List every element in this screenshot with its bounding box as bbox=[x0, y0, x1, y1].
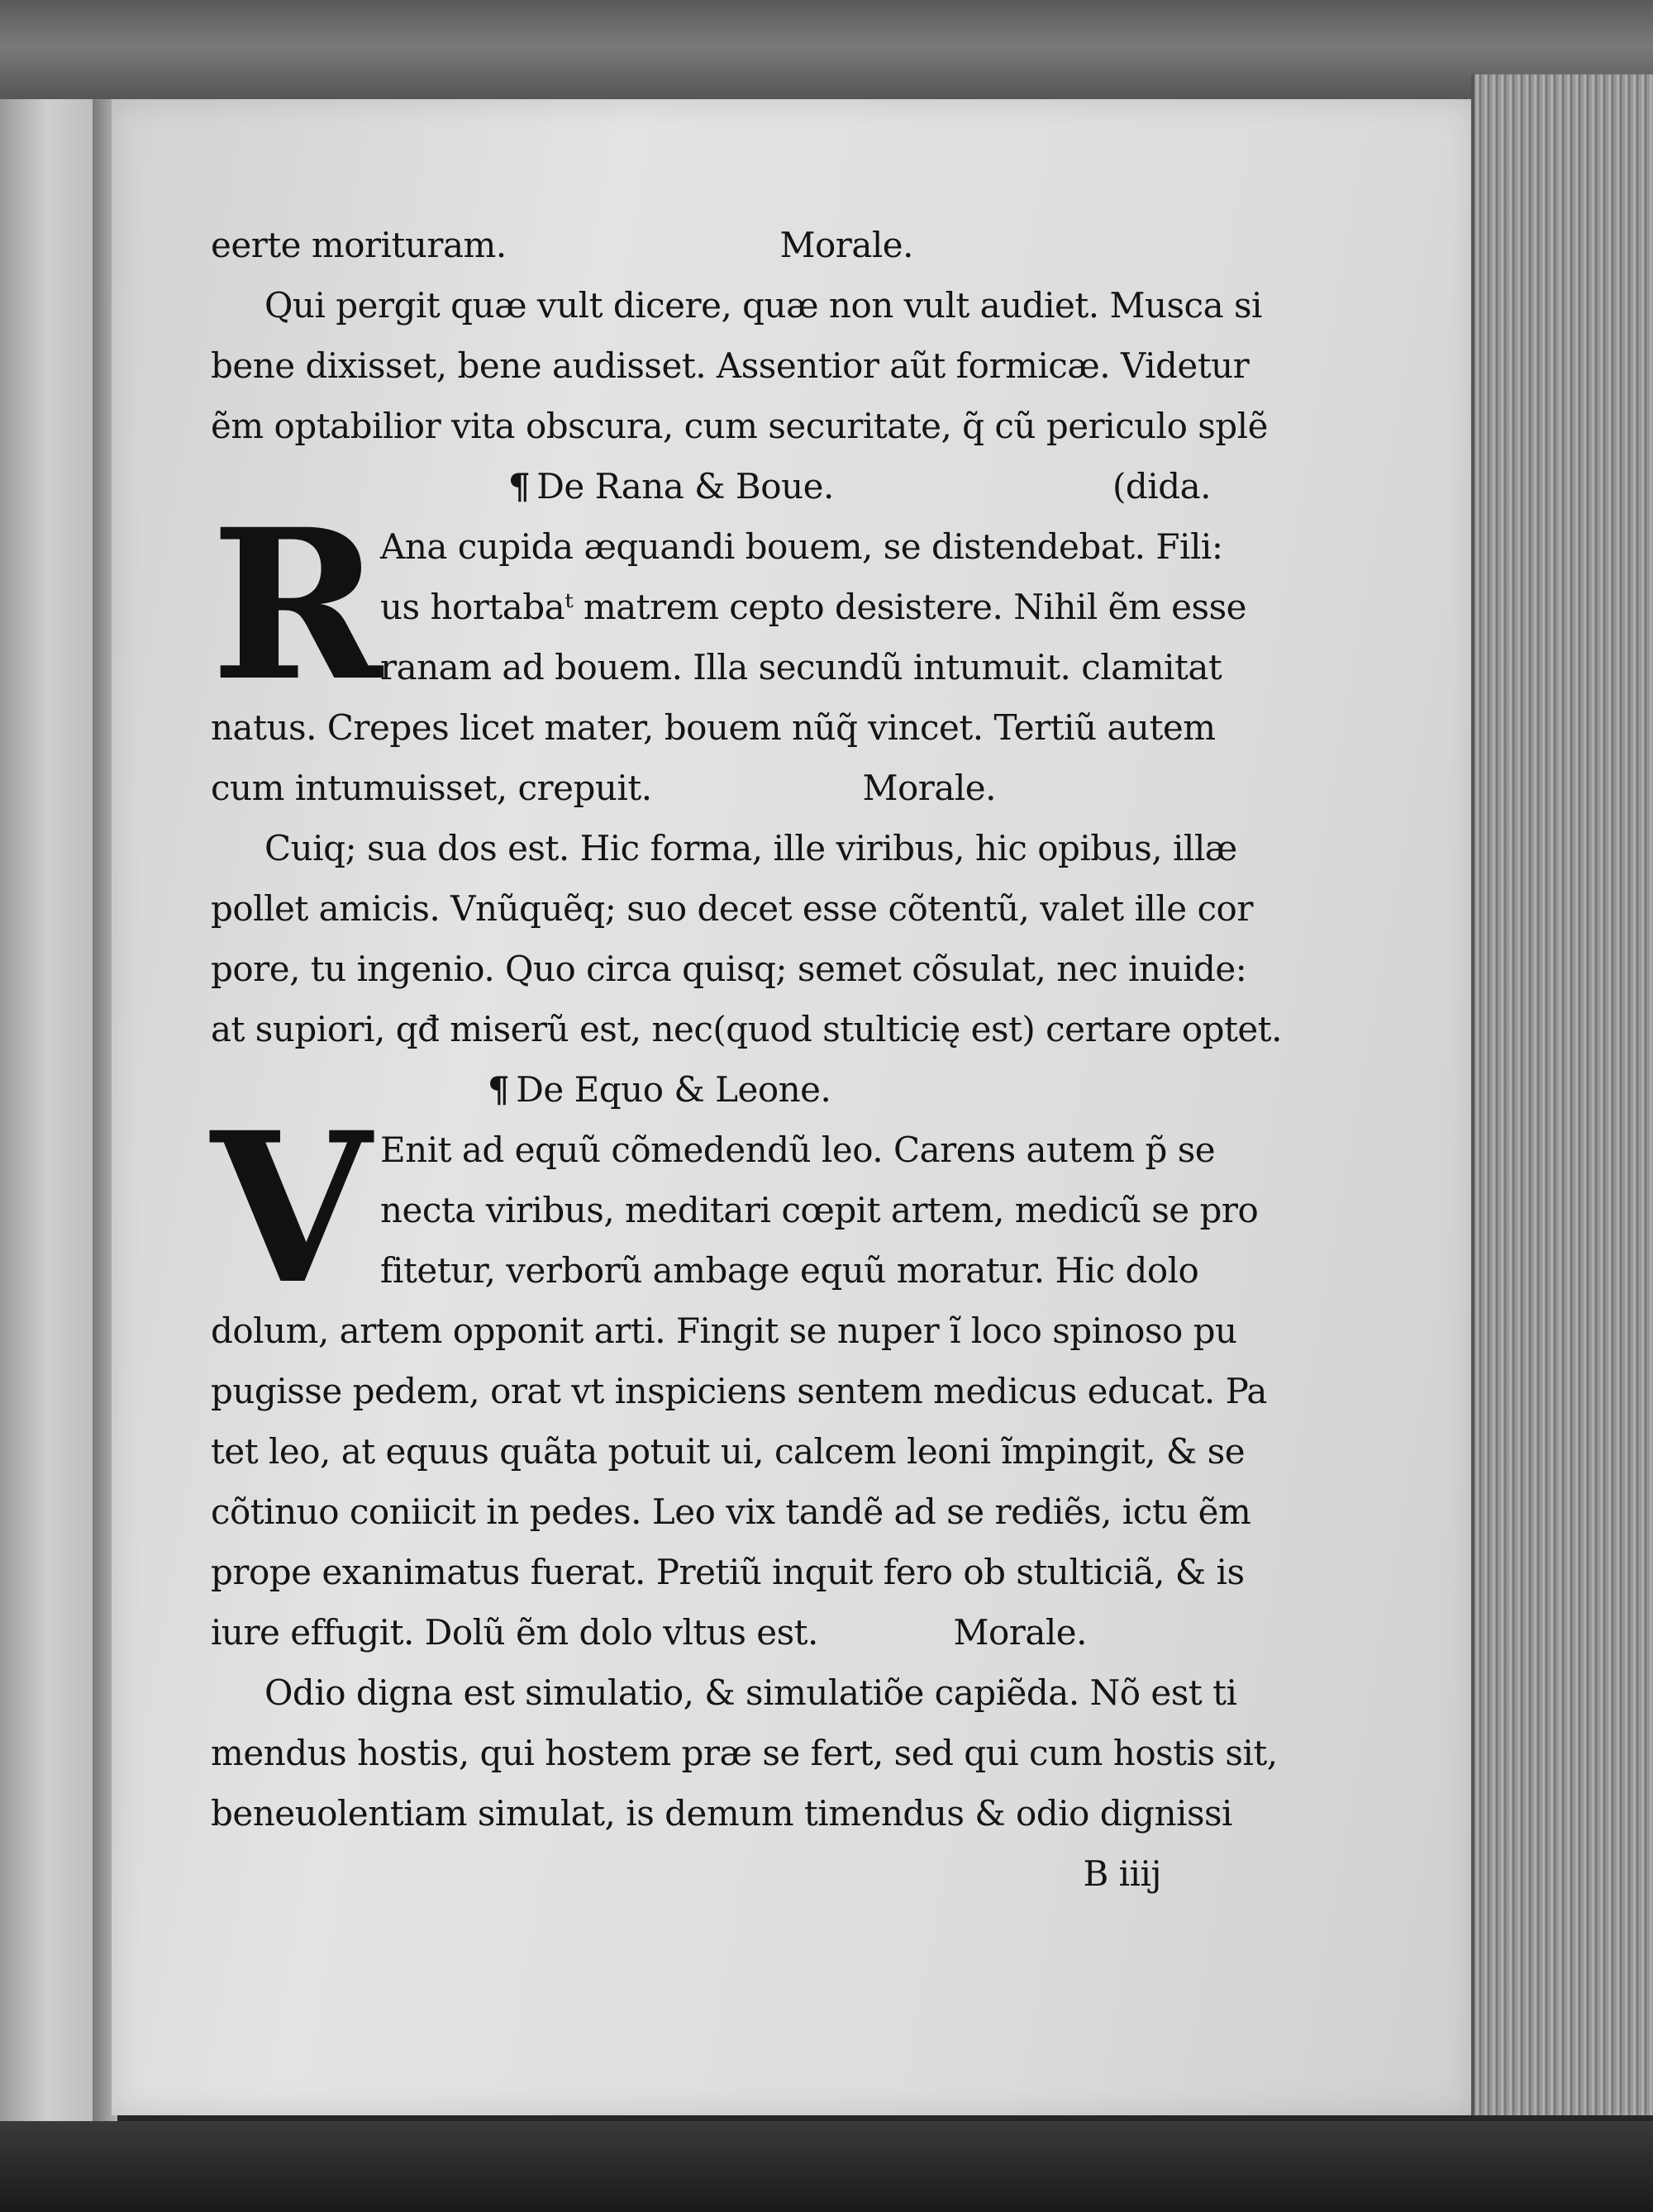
text-line: beneuolentiam simulat, is demum timendus & odio dignissi bbox=[211, 1793, 1232, 1834]
text-line: Cuiq; sua dos est. Hic forma, ille viribus, hic opibus, illæ bbox=[264, 828, 1237, 868]
text-line: pollet amicis. Vnũquẽq; suo decet esse cõtentũ, valet ille cor bbox=[211, 888, 1253, 929]
left-page-leaf bbox=[0, 99, 98, 2124]
page-text bbox=[211, 215, 1282, 1904]
text-line: at supiori, qđ miserũ est, nec(quod stulticię est) certare optet. bbox=[211, 1009, 1282, 1049]
decorated-initial: R bbox=[211, 483, 383, 726]
text-line: cõtinuo coniicit in pedes. Leo vix tandẽ ad se rediẽs, ictu ẽm bbox=[211, 1491, 1251, 1532]
text-line: bene dixisset, bene audisset. Assentior aũt formicæ. Videtur bbox=[211, 345, 1250, 386]
text-line: ranam ad bouem. Illa secundũ intumuit. clamitat bbox=[380, 647, 1222, 687]
text-line bbox=[211, 1602, 1211, 1663]
fable-heading-text: De Equo & Leone. bbox=[516, 1069, 831, 1110]
fable-heading bbox=[508, 456, 834, 516]
text-line: ẽm optabilior vita obscura, cum securitate, q̃ cũ periculo splẽ bbox=[211, 406, 1268, 446]
line-text: cum intumuisset, crepuit. bbox=[211, 768, 652, 808]
morale-label: Morale. bbox=[953, 1612, 1087, 1653]
text-line: Ana cupida æquandi bouem, se distendebat. Fili: bbox=[380, 526, 1223, 567]
line-tail: (dida. bbox=[1112, 466, 1211, 507]
signature-mark: B iiij bbox=[1083, 1853, 1161, 1894]
initial-lines bbox=[380, 516, 1246, 697]
pilcrow-icon: ¶ bbox=[508, 466, 531, 507]
fable-heading-text: De Rana & Boue. bbox=[536, 466, 834, 507]
text-line: natus. Crepes licet mater, bouem nũq̃ vincet. Tertiũ autem bbox=[211, 707, 1216, 748]
line-text: eerte morituram. bbox=[211, 225, 507, 265]
text-line: fitetur, verborũ ambage equũ moratur. Hic dolo bbox=[380, 1250, 1199, 1291]
text-line: necta viribus, meditari cœpit artem, medicũ se pro bbox=[380, 1190, 1259, 1230]
text-line: pore, tu ingenio. Quo circa quisq; semet cõsulat, nec inuide: bbox=[211, 949, 1247, 989]
scan-background-bottom bbox=[0, 2121, 1653, 2212]
line-text: iure effugit. Dolũ ẽm dolo vltus est. bbox=[211, 1612, 818, 1653]
text-line: Enit ad equũ cõmedendũ leo. Carens autem p̃ se bbox=[380, 1130, 1216, 1170]
text-line: Odio digna est simulatio, & simulatiõe capiẽda. Nõ est ti bbox=[264, 1672, 1237, 1713]
decorated-initial: V bbox=[211, 1087, 371, 1330]
scan-background-top bbox=[0, 0, 1653, 116]
text-line: us hortabaᵗ matrem cepto desistere. Nihil ẽm esse bbox=[380, 587, 1246, 627]
text-line: Qui pergit quæ vult dicere, quæ non vult audiet. Musca si bbox=[264, 285, 1262, 326]
text-line: tet leo, at equus quãta potuit ui, calcem leoni ĩmpingit, & se bbox=[211, 1431, 1246, 1472]
text-line: dolum, artem opponit arti. Fingit se nuper ĩ loco spinoso pu bbox=[211, 1311, 1237, 1351]
page-edges bbox=[1471, 74, 1653, 2115]
text-line: prope exanimatus fuerat. Pretiũ inquit fero ob stulticiã, & is bbox=[211, 1552, 1245, 1592]
pilcrow-icon: ¶ bbox=[488, 1069, 510, 1110]
initial-lines bbox=[380, 1120, 1259, 1301]
text-line: mendus hostis, qui hostem præ se fert, sed qui cum hostis sit, bbox=[211, 1733, 1278, 1773]
text-line: pugisse pedem, orat vt inspiciens sentem medicus educat. Pa bbox=[211, 1371, 1267, 1411]
text-line bbox=[211, 758, 1211, 818]
morale-label: Morale. bbox=[862, 768, 996, 808]
text-line bbox=[211, 215, 1211, 275]
morale-label: Morale. bbox=[779, 225, 913, 265]
